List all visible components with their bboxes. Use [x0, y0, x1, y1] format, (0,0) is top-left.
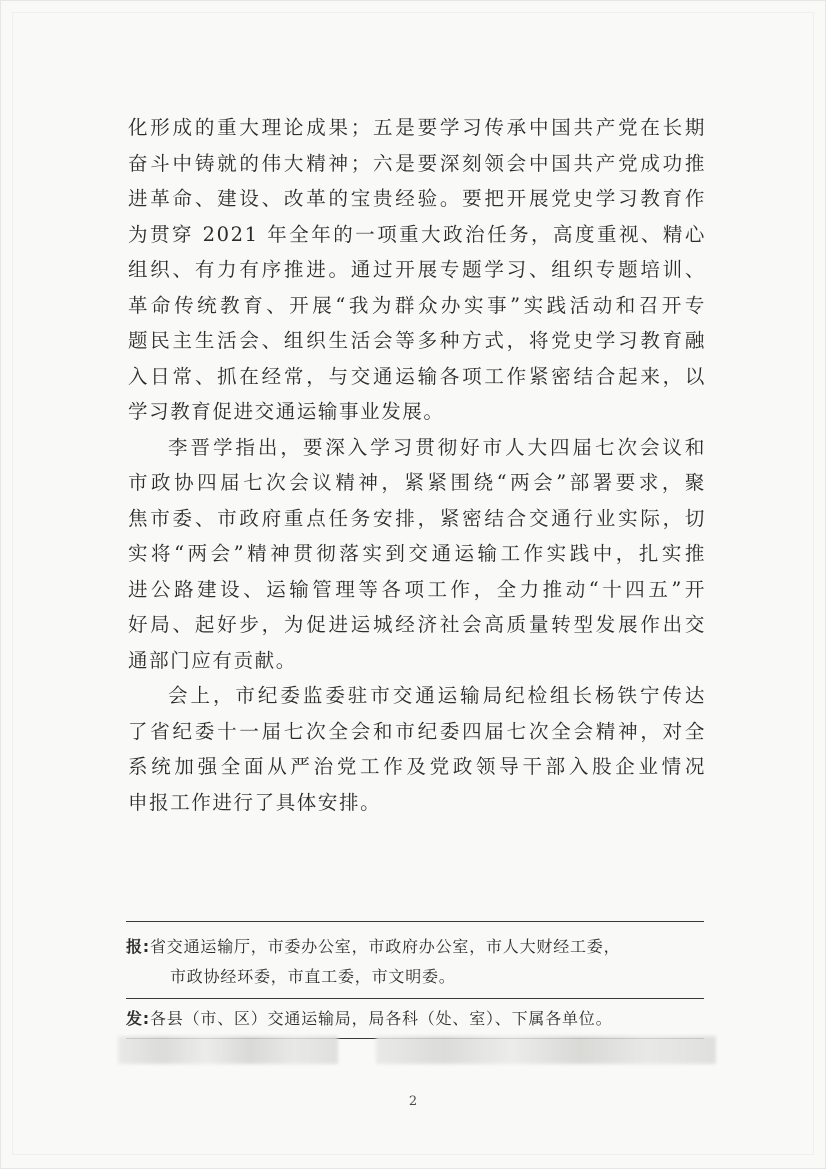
report-to-row — [126, 932, 704, 962]
text-line: 入日常、抓在经常，与交通运输各项工作紧密结合起来，以 — [128, 364, 706, 388]
text-line: 奋斗中铸就的伟大精神；六是要深刻领会中国共产党成功推 — [128, 151, 706, 175]
text-line: 系统加强全面从严治党工作及党政领导干部入股企业情况 — [128, 755, 706, 778]
text-line: 为贯穿 2021 年全年的一项重大政治任务，高度重视、精心 — [128, 222, 706, 246]
redacted-region-left — [118, 1036, 338, 1064]
text-line: 组织、有力有序推进。通过开展专题学习、组织专题培训、 — [128, 258, 706, 281]
text-line: 好局、起好步，为促进运城经济社会高质量转型发展作出交 — [128, 613, 706, 636]
page-number: 2 — [408, 1094, 418, 1109]
text-line: 通部门应有贡献。 — [128, 648, 297, 672]
text-line: 进革命、建设、改革的宝贵经验。要把开展党史学习教育作 — [128, 187, 706, 210]
report-to-label: 报: — [126, 937, 150, 956]
text-line: 焦市委、市政府重点任务安排，紧密结合交通行业实际，切 — [128, 506, 706, 530]
issue-to-row — [126, 1004, 704, 1034]
text-line: 学习教育促进交通运输事业发展。 — [128, 400, 445, 423]
text-line: 革命传统教育、开展“我为群众办实事”实践活动和召开专 — [128, 293, 706, 317]
paragraph-1 — [128, 110, 706, 430]
document-body — [128, 110, 706, 820]
text-line: 实将“两会”精神贯彻落实到交通运输工作实践中，扎实推 — [128, 542, 706, 565]
text-line: 题民主生活会、组织生活会等多种方式，将党史学习教育融 — [128, 329, 706, 352]
text-line: 化形成的重大理论成果；五是要学习传承中国共产党在长期 — [128, 116, 706, 139]
issue-to-recipients: 各县（市、区）交通运输局，局各科（处、室）、下属各单位。 — [150, 1009, 613, 1028]
text-line: 了省纪委十一届七次全会和市纪委四届七次全会精神，对全 — [128, 719, 706, 743]
paragraph-3 — [128, 678, 706, 820]
report-to-recipients-cont: 市政协经环委，市直工委，市文明委。 — [170, 967, 456, 986]
text-line: 会上，市纪委监委驻市交通运输局纪检组长杨铁宁传达 — [168, 684, 706, 707]
paragraph-2 — [128, 430, 706, 679]
report-to-recipients: 省交通运输厅，市委办公室，市政府办公室，市人大财经工委， — [150, 937, 621, 956]
text-line: 市政协四届七次会议精神，紧紧围绕“两会”部署要求，聚 — [128, 471, 706, 494]
issue-to-label: 发: — [126, 1009, 150, 1028]
redacted-region-right — [376, 1036, 716, 1064]
report-to-block — [126, 922, 704, 998]
text-line: 进公路建设、运输管理等各项工作，全力推动“十四五”开 — [128, 577, 706, 601]
issue-to-block — [126, 999, 704, 1038]
text-line: 申报工作进行了具体安排。 — [128, 790, 382, 814]
text-line: 李晋学指出，要深入学习贯彻好市人大四届七次会议和 — [168, 435, 706, 459]
distribution-list — [126, 921, 704, 1039]
